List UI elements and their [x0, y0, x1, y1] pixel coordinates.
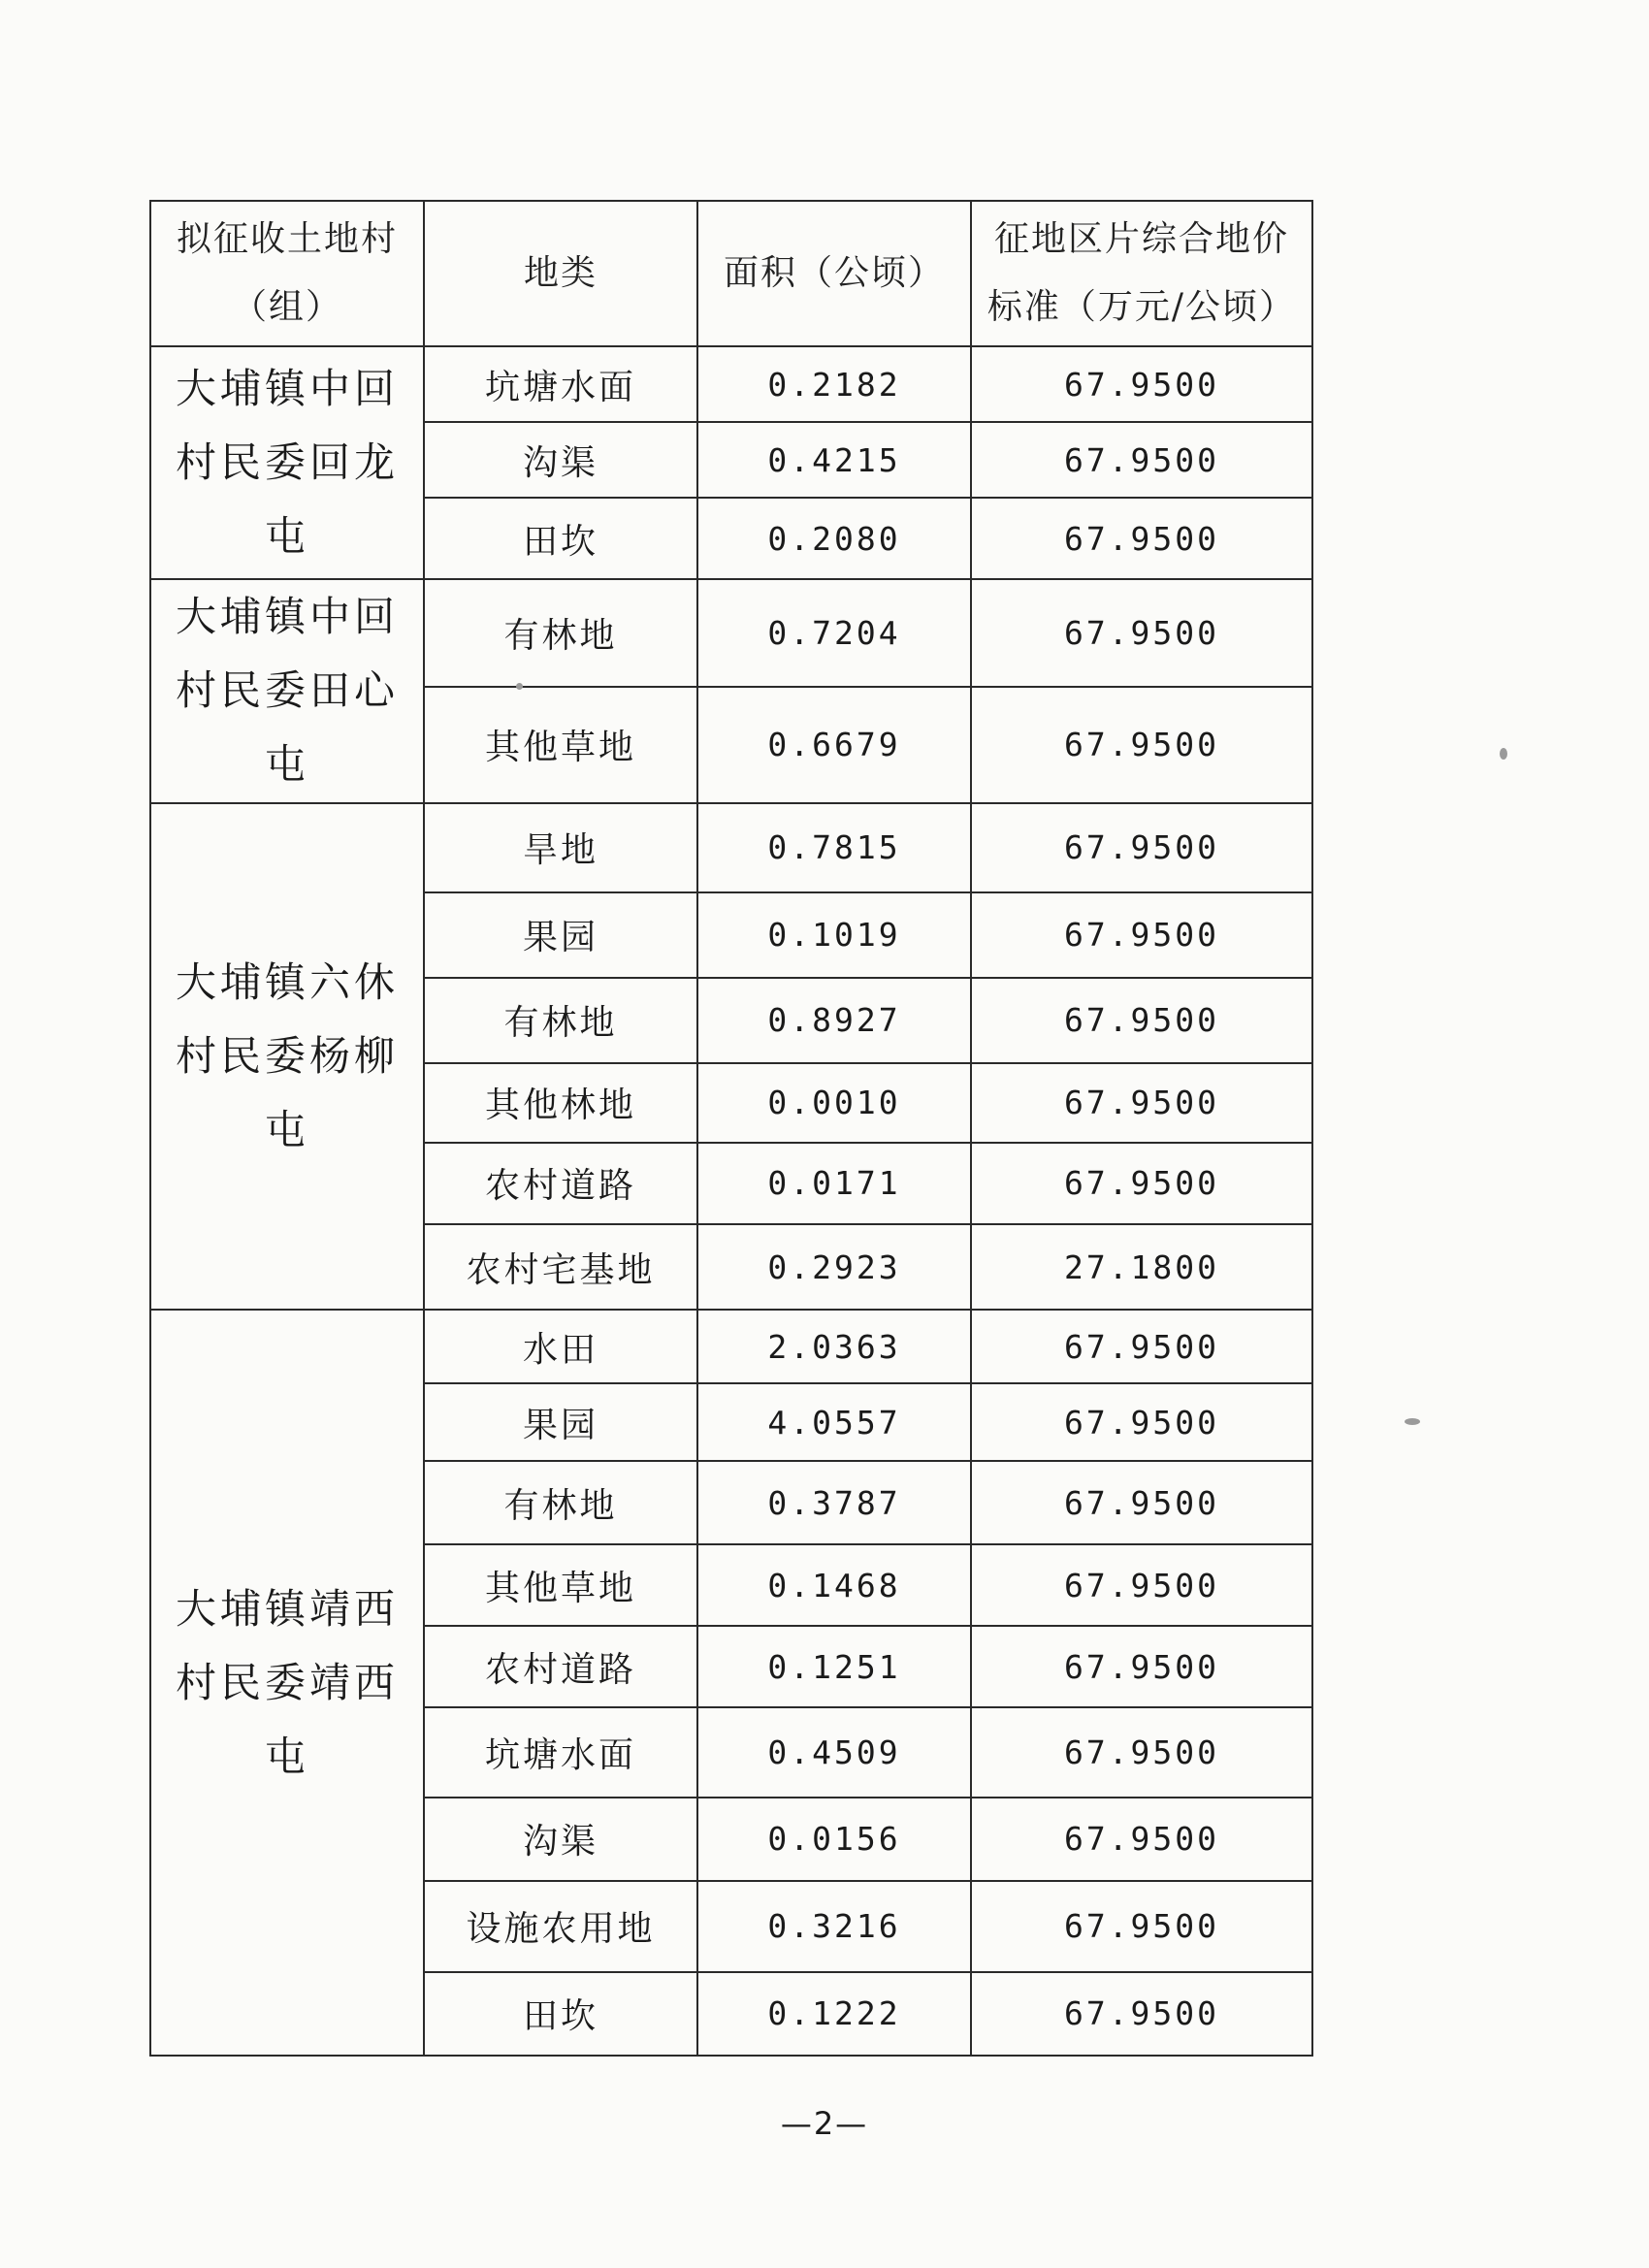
- header-village: 拟征收土地村 （组）: [150, 201, 424, 346]
- table-row: [150, 346, 1312, 422]
- table-row: [150, 1310, 1312, 1383]
- price-cell: 67.9500: [971, 422, 1312, 498]
- price-cell: 67.9500: [971, 579, 1312, 687]
- price-cell: 67.9500: [971, 1063, 1312, 1143]
- header-price: 征地区片综合地价 标准（万元/公顷）: [971, 201, 1312, 346]
- price-cell: 67.9500: [971, 1626, 1312, 1707]
- price-cell: 67.9500: [971, 1881, 1312, 1972]
- area-cell: 4.0557: [697, 1383, 971, 1461]
- land-type-cell: 沟渠: [424, 1798, 697, 1881]
- area-cell: 0.2080: [697, 498, 971, 579]
- price-cell: 67.9500: [971, 892, 1312, 978]
- area-cell: 0.3216: [697, 1881, 971, 1972]
- area-cell: 0.4509: [697, 1707, 971, 1797]
- area-cell: 0.4215: [697, 422, 971, 498]
- area-cell: 0.6679: [697, 687, 971, 802]
- land-type-cell: 农村道路: [424, 1626, 697, 1707]
- area-cell: 0.2182: [697, 346, 971, 422]
- price-cell: 67.9500: [971, 1461, 1312, 1544]
- land-type-cell: 其他草地: [424, 1544, 697, 1626]
- table-row: [150, 803, 1312, 892]
- area-cell: 0.3787: [697, 1461, 971, 1544]
- scan-speck: [516, 683, 523, 690]
- area-cell: 0.1019: [697, 892, 971, 978]
- land-type-cell: 坑塘水面: [424, 346, 697, 422]
- land-type-cell: 设施农用地: [424, 1881, 697, 1972]
- land-type-cell: 其他林地: [424, 1063, 697, 1143]
- header-area: 面积（公顷）: [697, 201, 971, 346]
- header-land-type: 地类: [424, 201, 697, 346]
- price-cell: 67.9500: [971, 346, 1312, 422]
- scan-speck: [1405, 1418, 1420, 1425]
- page-number: —2—: [780, 2105, 869, 2142]
- land-type-cell: 其他草地: [424, 687, 697, 802]
- price-cell: 67.9500: [971, 1972, 1312, 2056]
- village-cell: 大埔镇六休 村民委杨柳 屯: [150, 803, 424, 1311]
- land-acquisition-table: [149, 200, 1313, 2057]
- price-cell: 67.9500: [971, 1310, 1312, 1383]
- area-cell: 0.1222: [697, 1972, 971, 2056]
- land-type-cell: 沟渠: [424, 422, 697, 498]
- land-type-cell: 田坎: [424, 1972, 697, 2056]
- area-cell: 0.8927: [697, 978, 971, 1063]
- price-cell: 27.1800: [971, 1224, 1312, 1310]
- price-cell: 67.9500: [971, 1544, 1312, 1626]
- price-cell: 67.9500: [971, 1383, 1312, 1461]
- land-type-cell: 有林地: [424, 579, 697, 687]
- scan-speck: [1500, 748, 1507, 760]
- area-cell: 2.0363: [697, 1310, 971, 1383]
- land-type-cell: 旱地: [424, 803, 697, 892]
- village-cell: 大埔镇中回 村民委回龙 屯: [150, 346, 424, 579]
- table-header-row: [150, 201, 1312, 346]
- village-cell: 大埔镇中回 村民委田心 屯: [150, 579, 424, 802]
- area-cell: 0.7204: [697, 579, 971, 687]
- price-cell: 67.9500: [971, 498, 1312, 579]
- village-cell: 大埔镇靖西 村民委靖西 屯: [150, 1310, 424, 2056]
- price-cell: 67.9500: [971, 1143, 1312, 1224]
- area-cell: 0.1468: [697, 1544, 971, 1626]
- area-cell: 0.0010: [697, 1063, 971, 1143]
- land-type-cell: 水田: [424, 1310, 697, 1383]
- table-row: [150, 579, 1312, 687]
- area-cell: 0.0156: [697, 1798, 971, 1881]
- price-cell: 67.9500: [971, 1798, 1312, 1881]
- land-type-cell: 有林地: [424, 1461, 697, 1544]
- land-type-cell: 农村宅基地: [424, 1224, 697, 1310]
- land-type-cell: 农村道路: [424, 1143, 697, 1224]
- table-body: [150, 346, 1312, 2056]
- price-cell: 67.9500: [971, 1707, 1312, 1797]
- area-cell: 0.0171: [697, 1143, 971, 1224]
- area-cell: 0.7815: [697, 803, 971, 892]
- price-cell: 67.9500: [971, 803, 1312, 892]
- land-type-cell: 田坎: [424, 498, 697, 579]
- area-cell: 0.2923: [697, 1224, 971, 1310]
- land-type-cell: 坑塘水面: [424, 1707, 697, 1797]
- area-cell: 0.1251: [697, 1626, 971, 1707]
- land-type-cell: 果园: [424, 1383, 697, 1461]
- price-cell: 67.9500: [971, 687, 1312, 802]
- land-type-cell: 果园: [424, 892, 697, 978]
- price-cell: 67.9500: [971, 978, 1312, 1063]
- land-type-cell: 有林地: [424, 978, 697, 1063]
